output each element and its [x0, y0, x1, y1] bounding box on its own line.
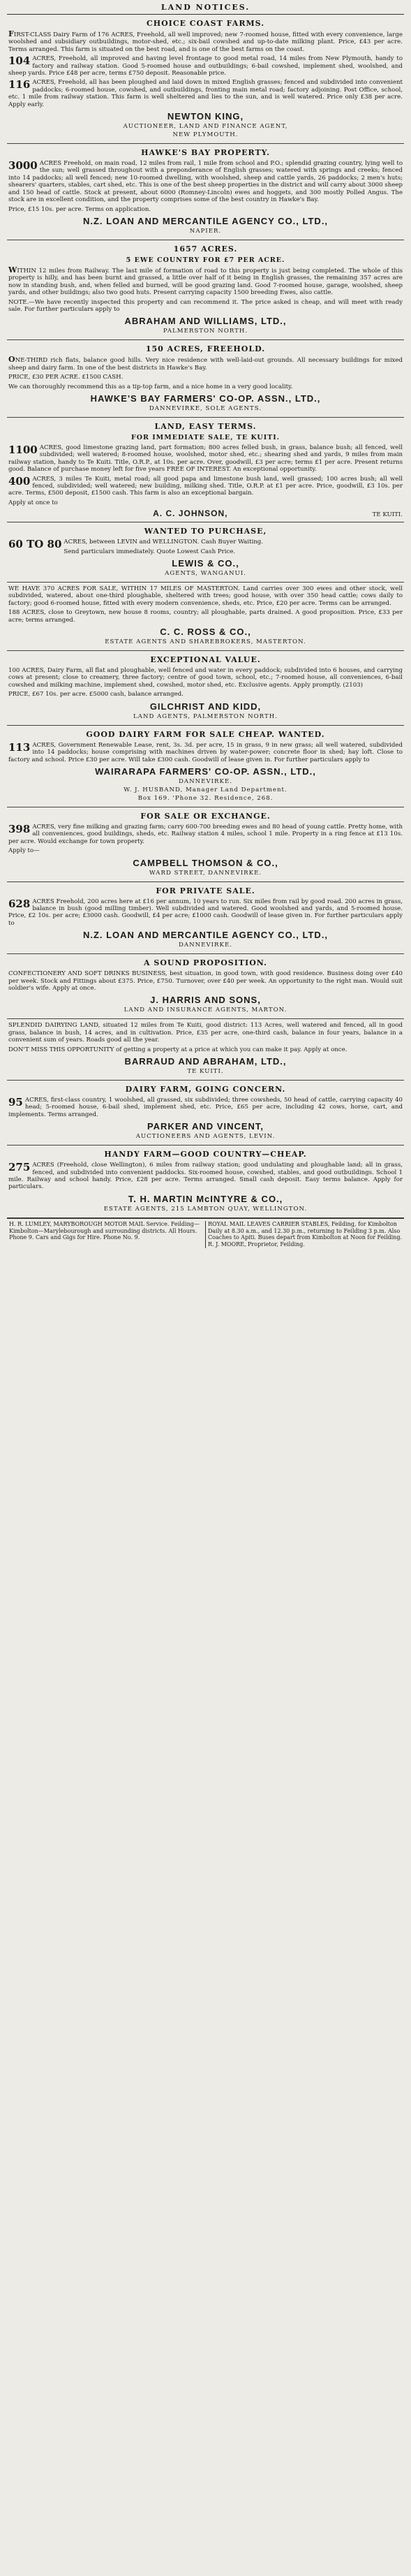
- ad-paragraph: [8, 898, 403, 928]
- agent-address: PALMERSTON NORTH.: [163, 328, 248, 335]
- ad-paragraph: [8, 55, 403, 77]
- ad-text: NOTE.—We have recently inspected this property and can recommend it. The price asked is cheap, and will meet with ready sale. For further particulars apply to: [8, 298, 403, 313]
- ad-text: ACRES, first-class country, 1 woolshed, all grassed, six subdivided; three cowsheds, 50 head of cattle, carrying capacity 40 head; 5-roomed house, 6-bail shed, implement shed, etc. Price, £65 per acre, including 42 cows, horse, cart, and implements. Terms arranged.: [8, 1097, 403, 1118]
- ad-lead-figure: F: [8, 29, 14, 38]
- ad-heading: HANDY FARM—GOOD COUNTRY—CHEAP.: [104, 1150, 307, 1159]
- ad-heading: HAWKE'S BAY PROPERTY.: [141, 148, 270, 158]
- ad-paragraph: [8, 79, 403, 108]
- ad-text: ACRES, good limestone grazing land, part formation; 800 acres felled bush, in grass, balance bush; all fenced, well subdivided; well watered; 8-roomed house, woolshed, motor shed, etc.; shearing shed and yards, 9 miles from main railway station, handy to Te Kuiti. Title, O.R.P., at 10s. per acre. Over, goodwill, £3 per acre; terms £1 per acre. Present returns good. Balance of purchase money left for five years FREE OF INTEREST. An exceptional opportunity.: [8, 444, 403, 474]
- ad-text: WE HAVE 370 ACRES FOR SALE, WITHIN 17 MILES OF MASTERTON. Land carries over 300 ewes and other stock, well subdivided, watered, about one-third ploughable, sheltered with trees; good house, with over 350 head cattle; cows daily to factory; good 6-roomed house, fitted with every modern convenience, sheds, etc. Price, £20 per acre. Terms can be arranged.: [8, 585, 403, 607]
- advertisement: [7, 651, 404, 726]
- ad-text: ACRES, Freehold, all has been ploughed and laid down in mixed English grasses; fenced and subdivided into convenient paddocks; 6-roomed house, cowshed, and outbuildings, fronting main metal road; factory adjoining. Post Office, school, etc. 1 mile from railway station. This farm is well sheltered and lies to the sun, and is well watered. Price only £38 per acre. Apply early.: [8, 79, 403, 108]
- ad-paragraph: [8, 585, 403, 607]
- ad-text: ACRES, between LEVIN and WELLINGTON. Cash Buyer Waiting.: [63, 539, 263, 546]
- ad-heading: GOOD DAIRY FARM FOR SALE CHEAP. WANTED.: [86, 729, 325, 739]
- ad-text: Price, £15 10s. per acre. Terms on application.: [8, 205, 151, 213]
- ad-text: 100 ACRES, Dairy Farm, all flat and ploughable, well fenced and water in every paddock; subdivided into 6 houses, and carrying cows at present; close to creamery, three factory; centre of good town, school, etc.; 7-roomed house, all conveniences, 6-bail cowshed and milking machine, implement shed, cowshed, motor shed, etc. Exclusive agents. Apply promptly. (2103): [8, 667, 403, 689]
- ad-paragraph: [8, 383, 403, 390]
- ad-text: ACRES, very fine milking and grazing farm; carry 600-700 breeding ewes and 80 head of young cattle. Pretty home, with all conveniences, good buildings, sheds, etc. Railway station 4 miles, school 1 mile. Property in a ring fence at £13 10s. per acre. Would exchange for town property.: [8, 823, 403, 845]
- agent-name: T. H. MARTIN McINTYRE & CO.,: [128, 1193, 283, 1204]
- agent-name: NEWTON KING,: [167, 111, 244, 122]
- ad-heading: FOR SALE OR EXCHANGE.: [140, 811, 271, 821]
- agent-name: HAWKE'S BAY FARMERS' CO-OP. ASSN., LTD.,: [90, 393, 321, 404]
- advertisement: [7, 522, 404, 583]
- ad-heading: DAIRY FARM, GOING CONCERN.: [125, 1085, 286, 1094]
- ad-lead-figure: 95: [8, 1096, 23, 1108]
- ad-text: DON'T MISS THIS OPPORTUNITY of getting a property at a price at which you can make it pay. Apply at once.: [8, 1046, 348, 1053]
- agent-address: Box 169. 'Phone 32. Residence, 268.: [137, 794, 274, 802]
- agent-address: LAND AGENTS, PALMERSTON NORTH.: [133, 712, 278, 720]
- ad-paragraph: [8, 609, 403, 624]
- agent-address: AUCTIONEERS AND AGENTS, LEVIN.: [135, 1133, 276, 1141]
- agent-address: DANNEVIRKE.: [179, 942, 232, 949]
- advertisement: [7, 1146, 404, 1218]
- ad-text: CONFECTIONERY AND SOFT DRINKS BUSINESS, best situation, in good town, with good residence. Business doing over £40 per week. Stock and Fittings about £375. Price, £750. Turnover, over £40 per week. An opportunity to the right man. Would suit soldier's wife. Apply at once.: [8, 970, 403, 992]
- ad-text: Apply to—: [8, 847, 40, 855]
- ad-text: ITHIN 12 miles from Railway. The last mile of formation of road to this property is just being completed. The whole of this property is hilly, and has been burnt and grassed, a little over half of it being in English grasses, the remaining 357 acres are now in standing bush, and, when felled and burned, will be good grazing land. Good 7-roomed house, garage, woolshed, sheep yards, and other buildings; also two good huts. Present carrying capacity 1500 breeding Ewes, also cattle.: [8, 267, 403, 297]
- footer-ads: [7, 1218, 404, 1248]
- ad-paragraph: [8, 1097, 403, 1118]
- advertisement: [7, 1019, 404, 1081]
- ad-text: ACRES, Freehold, all improved and having level frontage to good metal road, 14 miles from New Plymouth, handy to factory and railway station. Good 5-roomed house and outbuildings; 6-bail cowshed, implement shed, woolshed, and sheep yards. Price £48 per acre, terms £750 deposit. Reasonable price.: [8, 55, 403, 78]
- advertisement: [7, 340, 404, 418]
- ad-heading: FOR PRIVATE SALE.: [156, 886, 255, 895]
- ad-lead-figure: 1100: [8, 443, 38, 456]
- agent-name: C. C. ROSS & CO.,: [160, 627, 251, 638]
- column-masthead: LAND NOTICES.: [7, 1, 404, 15]
- ad-paragraph: [8, 444, 403, 474]
- agent-place: TE KUITI.: [372, 511, 403, 519]
- ad-paragraph: [8, 742, 403, 763]
- advertisement: [7, 144, 404, 240]
- ad-paragraph: [8, 1022, 403, 1044]
- ad-paragraph: [8, 356, 403, 372]
- agent-address: AGENTS, WANGANUI.: [165, 570, 246, 578]
- ad-paragraph: [8, 1046, 403, 1053]
- ad-text: PRICE, £30 PER ACRE. £1500 CASH.: [8, 374, 124, 381]
- ad-paragraph: [8, 374, 403, 381]
- advertisement: [7, 954, 404, 1019]
- agent-name: N.Z. LOAN AND MERCANTILE AGENCY CO., LTD.,: [82, 930, 329, 941]
- ad-paragraph: [8, 160, 403, 203]
- ad-lead-figure: 116: [8, 78, 31, 92]
- ad-lead-figure: 104: [8, 54, 31, 68]
- agent-address: NEW PLYMOUTH.: [172, 131, 239, 139]
- advertisement: [7, 15, 404, 144]
- ad-paragraph: [8, 267, 403, 297]
- ad-paragraph: [8, 548, 403, 555]
- ad-paragraph: [8, 31, 403, 53]
- agent-name: A. C. JOHNSON,: [153, 508, 228, 519]
- ad-heading: A SOUND PROPOSITION.: [144, 958, 267, 968]
- ad-paragraph: [8, 667, 403, 689]
- agent-address: TE KUITI.: [187, 1068, 224, 1075]
- agent-address: NAPIER.: [189, 227, 222, 235]
- ad-paragraph: [8, 824, 403, 845]
- ad-subheading: 5 EWE COUNTRY FOR £7 PER ACRE.: [126, 256, 285, 264]
- advertisement: [7, 240, 404, 340]
- ad-text: NE-THIRD rich flats, balance good hills. Very nice residence with well-laid-out grounds. All necessary buildings for mixed sheep and dairy farm. In one of the best districts in Hawke's Bay.: [8, 357, 403, 372]
- ad-text: Apply at once to: [8, 499, 58, 506]
- ad-text: IRST-CLASS Dairy Farm of 176 ACRES, Freehold, all well improved; new 7-roomed house, fitted with every convenience, large woolshed and subsidiary outbuildings, motor-shed, etc.; six-bail cowshed and up-to-date milking plant. Price, £43 per acre. Terms arranged. This farm is situated on the best road, and is one of the best farms on the coast.: [8, 31, 403, 53]
- ad-heading: 1657 ACRES.: [173, 244, 238, 254]
- advertisement: [7, 726, 404, 807]
- ad-lead-figure: O: [8, 355, 15, 365]
- advertisement: [7, 418, 404, 522]
- advertisement: [7, 807, 404, 882]
- ad-paragraph: [8, 476, 403, 497]
- ad-lead-figure: 3000: [8, 159, 38, 173]
- ad-paragraph: [8, 206, 403, 213]
- agent-name: BARRAUD AND ABRAHAM, LTD.,: [124, 1056, 287, 1067]
- ad-paragraph: [8, 691, 403, 698]
- footer-advertisement: ROYAL MAIL LEAVES CARRIER STABLES, Feilding, for Kimbolton Daily at 8.30 a.m., and 12.30 p.m., returning to Feilding 3 p.m. Also Coaches to Apiti. Buses depart from Kimbolton at Noon for Feilding. R. J. MOORE, Proprietor, Feilding.: [205, 1221, 404, 1248]
- ad-paragraph: [8, 499, 403, 506]
- ad-text: Send particulars immediately. Quote Lowest Cash Price.: [63, 548, 236, 555]
- ad-lead-figure: 60 TO 80: [8, 538, 62, 551]
- ad-lead-figure: 398: [8, 822, 31, 835]
- ad-paragraph: [8, 299, 403, 314]
- agent-name: ABRAHAM AND WILLIAMS, LTD.,: [124, 316, 287, 327]
- ad-text: ACRES Freehold, 200 acres here at £16 per annum, 10 years to run. Six miles from rail by good road. 200 acres in grass, balance in bush (good milling timber). Well subdivided and watered. Good woolshed and yards, and 5-roomed house. Price, £2 10s. per acre; £3000 cash. Goodwill, £4 per acre; £1000 cash. Goodwill of lease given in. For further particulars apply to: [8, 898, 403, 927]
- agent-address: W. J. HUSBAND, Manager Land Department.: [124, 786, 287, 793]
- ad-lead-figure: 400: [8, 474, 31, 488]
- ad-paragraph: [8, 538, 403, 551]
- agent-name: WAIRARAPA FARMERS' CO-OP. ASSN., LTD.,: [95, 766, 316, 777]
- agent-name: LEWIS & CO.,: [172, 558, 239, 569]
- agent-address: WARD STREET, DANNEVIRKE.: [149, 869, 262, 877]
- ad-text: We can thoroughly recommend this as a tip-top farm, and a nice home in a very good locality.: [8, 383, 293, 390]
- ad-lead-figure: 628: [8, 897, 31, 910]
- agent-address: DANNEVIRKE, SOLE AGENTS.: [149, 404, 262, 412]
- advertisement: [7, 1081, 404, 1146]
- agent-address: LAND AND INSURANCE AGENTS, MARTON.: [124, 1007, 287, 1014]
- ad-text: 188 ACRES, close to Greytown, new house 8 rooms, country; all ploughable, parts drained. A good proposition. Price, £33 per acre; terms arranged.: [8, 609, 403, 624]
- ad-text: ACRES, Government Renewable Lease, rent, 3s. 3d. per acre, 15 in grass, 9 in new grass; all well watered, subdivided into 14 paddocks; house comprising with machines driven by water-power; concrete floor in shed; hay loft. Close to factory and school. Price £30 per acre. Will take £300 cash. Goodwill of lease given in. For further particulars apply to: [8, 741, 403, 763]
- agent-row: [8, 508, 403, 518]
- agent-address: DANNEVIRKE.: [179, 777, 232, 785]
- ad-heading: WANTED TO PURCHASE,: [144, 527, 267, 536]
- footer-advertisement: H. R. LUMLEY, MARYBOROUGH MOTOR MAIL Service. Feilding—Kimbolton—Marylebourough and surrounding districts. All Hours. Phone 9. Cars and Gigs for Hire. Phone No. 9.: [9, 1220, 200, 1241]
- ad-heading: LAND, EASY TERMS.: [154, 421, 257, 431]
- advertisement-column: [7, 15, 404, 1218]
- agent-name: CAMPBELL THOMSON & CO.,: [133, 857, 278, 868]
- advertisement: [7, 583, 404, 651]
- ad-heading: EXCEPTIONAL VALUE.: [150, 655, 261, 665]
- ad-lead-figure: 275: [8, 1161, 31, 1174]
- agent-name: GILCHRIST AND KIDD,: [149, 701, 262, 712]
- ad-subheading: FOR IMMEDIATE SALE, TE KUITI.: [131, 433, 280, 441]
- ad-paragraph: [8, 970, 403, 992]
- agent-address: ESTATE AGENTS AND SHAREBROKERS, MASTERTON.: [105, 638, 306, 646]
- ad-text: ACRES Freehold, on main road, 12 miles from rail, 1 mile from school and P.O.; splendid grazing country, lying well to the sun; well grassed throughout with a preponderance of English grasses; watered with springs and creeks; fenced into 14 paddocks; all well fenced; new 10-roomed dwelling, with woolshed, sheep and cattle yards, 26 paddocks; 2 men's huts; shearers' quarters, stables, cart shed, etc. This is one of the best sheep properties in the district and will carry about 3000 sheep and 150 head of cattle. Stock at present, about 6000 (Romney-Lincoln) ewes and hoggets, and 300 mostly Polled Angus. The stock are in excellent condition, and the property comprises some of the best country in Hawke's Bay.: [8, 160, 403, 204]
- ad-text: PRICE, £67 10s. per acre. £5000 cash, balance arranged.: [8, 691, 184, 698]
- ad-paragraph: [8, 847, 403, 854]
- ad-text: SPLENDID DAIRYING LAND, situated 12 miles from Te Kuiti, good district: 113 Acres, well watered and fenced, all in good grass, balance in bush, 14 acres, and in cultivation. Price, £35 per acre, one-third cash, balance in four years, balance in a convenient sum of years. Roads good all the year.: [8, 1022, 403, 1044]
- ad-paragraph: [8, 1162, 403, 1191]
- agent-address: ESTATE AGENTS, 215 LAMBTON QUAY, WELLINGTON.: [103, 1205, 308, 1213]
- agent-name: N.Z. LOAN AND MERCANTILE AGENCY CO., LTD.,: [82, 215, 329, 226]
- ad-lead-figure: 113: [8, 740, 31, 754]
- ad-heading: CHOICE COAST FARMS.: [146, 19, 265, 28]
- agent-name: J. HARRIS AND SONS,: [150, 995, 261, 1006]
- ad-lead-figure: W: [8, 265, 17, 275]
- agent-name: PARKER AND VINCENT,: [147, 1121, 264, 1132]
- advertisement: [7, 882, 404, 955]
- agent-address: AUCTIONEER, LAND AND FINANCE AGENT,: [123, 123, 288, 131]
- ad-text: ACRES, 3 miles Te Kuiti, metal road; all good papa and limestone bush land, well grassed; 100 acres bush; all well fenced, subdivided; well watered; new building, milking shed. Title, O.R.P. at £1 per acre. Price, goodwill, £3 10s. per acre. Terms, £500 deposit, £1500 cash. This farm is also an exceptional bargain.: [8, 475, 403, 497]
- ad-heading: 150 ACRES, FREEHOLD.: [145, 344, 266, 354]
- ad-text: ACRES (Freehold, close Wellington), 6 miles from railway station; good undulating and ploughable land; all in grass, fenced, and subdivided into convenient paddocks. Six-roomed house, cowshed, stables, and good outbuildings. School 1 mile. Railway and school handy. Price, £28 per acre. Terms arranged. Small cash deposit. Easy terms balance. Apply for particulars.: [8, 1162, 403, 1191]
